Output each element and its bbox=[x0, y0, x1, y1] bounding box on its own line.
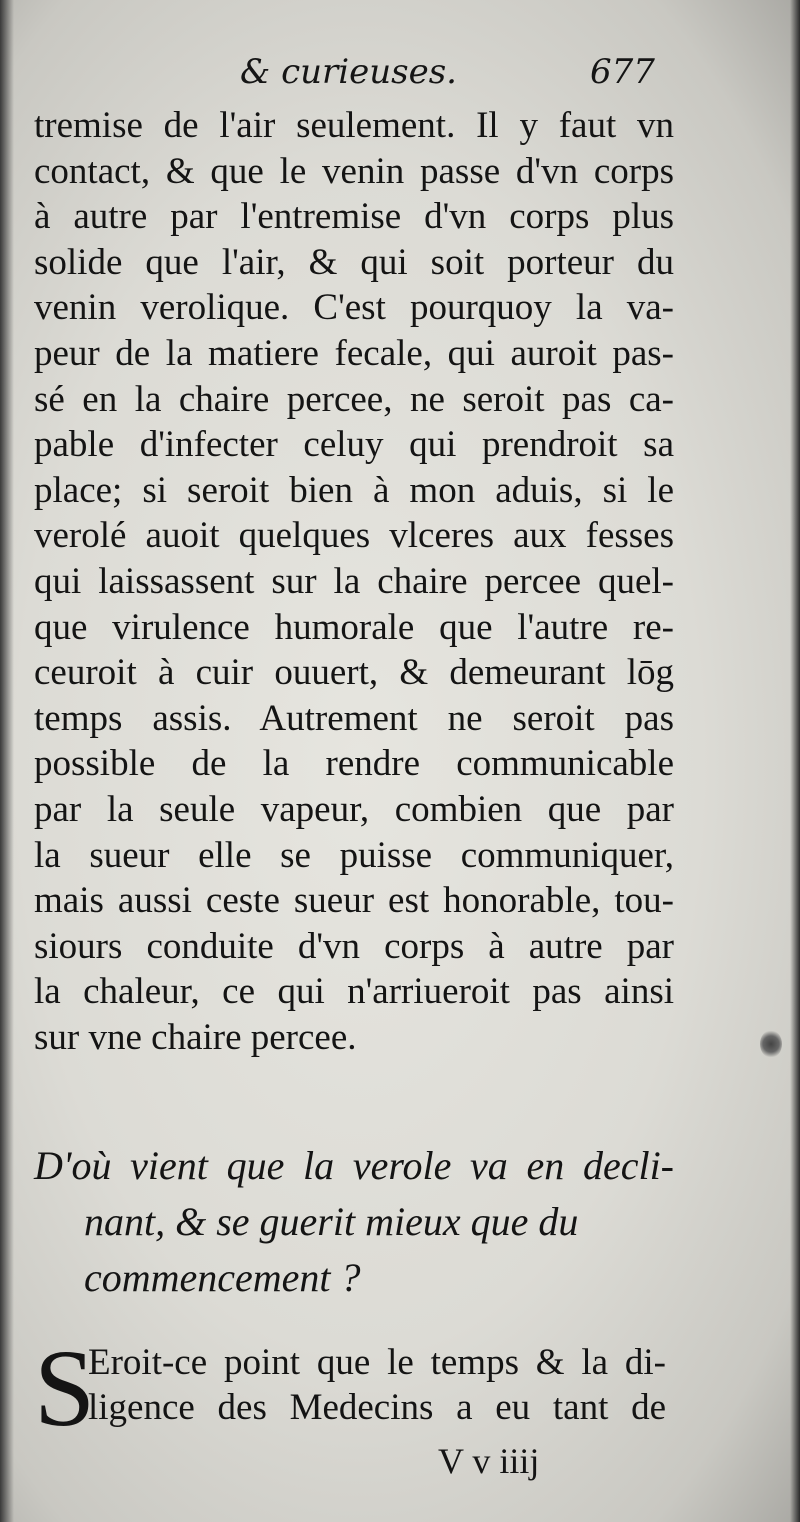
text-line: la chaleur, ce qui n'arriueroit pas ainsi bbox=[34, 971, 674, 1013]
text-line: place; si seroit bien à mon aduis, si le bbox=[34, 469, 674, 511]
text-line: siours conduite d'vn corps à autre par bbox=[34, 925, 674, 967]
heading-line: D'où vient que la verole va en decli- bbox=[34, 1143, 674, 1188]
text-line: la sueur elle se puisse communiquer, bbox=[34, 834, 674, 876]
heading-line: nant, & se guerit mieux que du bbox=[84, 1199, 579, 1244]
text-line: sé en la chaire percee, ne seroit pas ca- bbox=[34, 378, 674, 420]
drop-cap: S bbox=[34, 1327, 96, 1449]
text-line: ceuroit à cuir ouuert, & demeurant lōg bbox=[34, 652, 674, 694]
text-line: contact, & que le venin passe d'vn corps bbox=[34, 150, 674, 192]
ink-spot bbox=[760, 1030, 782, 1058]
text-line: que virulence humorale que l'autre re- bbox=[34, 606, 674, 648]
text-line: pable d'infecter celuy qui prendroit sa bbox=[34, 424, 674, 466]
body-paragraph bbox=[34, 103, 674, 1060]
text-line: par la seule vapeur, combien que par bbox=[34, 788, 674, 830]
text-line: possible de la rendre communicable bbox=[34, 743, 674, 785]
text-line: venin verolique. C'est pourquoy la va- bbox=[34, 287, 674, 329]
paragraph-text bbox=[88, 1340, 666, 1430]
text-line: mais aussi ceste sueur est honorable, tou- bbox=[34, 880, 674, 922]
text-line: Eroit-ce point que le temps & la di- bbox=[88, 1342, 666, 1383]
running-title: & curieuses. bbox=[240, 52, 457, 92]
text-line: qui laissassent sur la chaire percee quel- bbox=[34, 560, 674, 602]
page-number: 677 bbox=[590, 52, 655, 92]
text-line: ligence des Medecins a eu tant de bbox=[88, 1387, 666, 1428]
text-line: verolé auoit quelques vlceres aux fesses bbox=[34, 515, 674, 557]
heading-line: commencement ? bbox=[84, 1255, 361, 1300]
text-line: à autre par l'entremise d'vn corps plus bbox=[34, 196, 674, 238]
text-line: peur de la matiere fecale, qui auroit pas- bbox=[34, 332, 674, 374]
text-line: solide que l'air, & qui soit porteur du bbox=[34, 241, 674, 283]
text-line: sur vne chaire percee. bbox=[34, 1016, 357, 1058]
signature-mark: V v iiij bbox=[438, 1441, 540, 1481]
next-paragraph bbox=[34, 1327, 674, 1449]
text-line: tremise de l'air seulement. Il y faut vn bbox=[34, 105, 674, 146]
text-line: temps assis. Autrement ne seroit pas bbox=[34, 697, 674, 739]
section-heading bbox=[34, 1138, 674, 1306]
